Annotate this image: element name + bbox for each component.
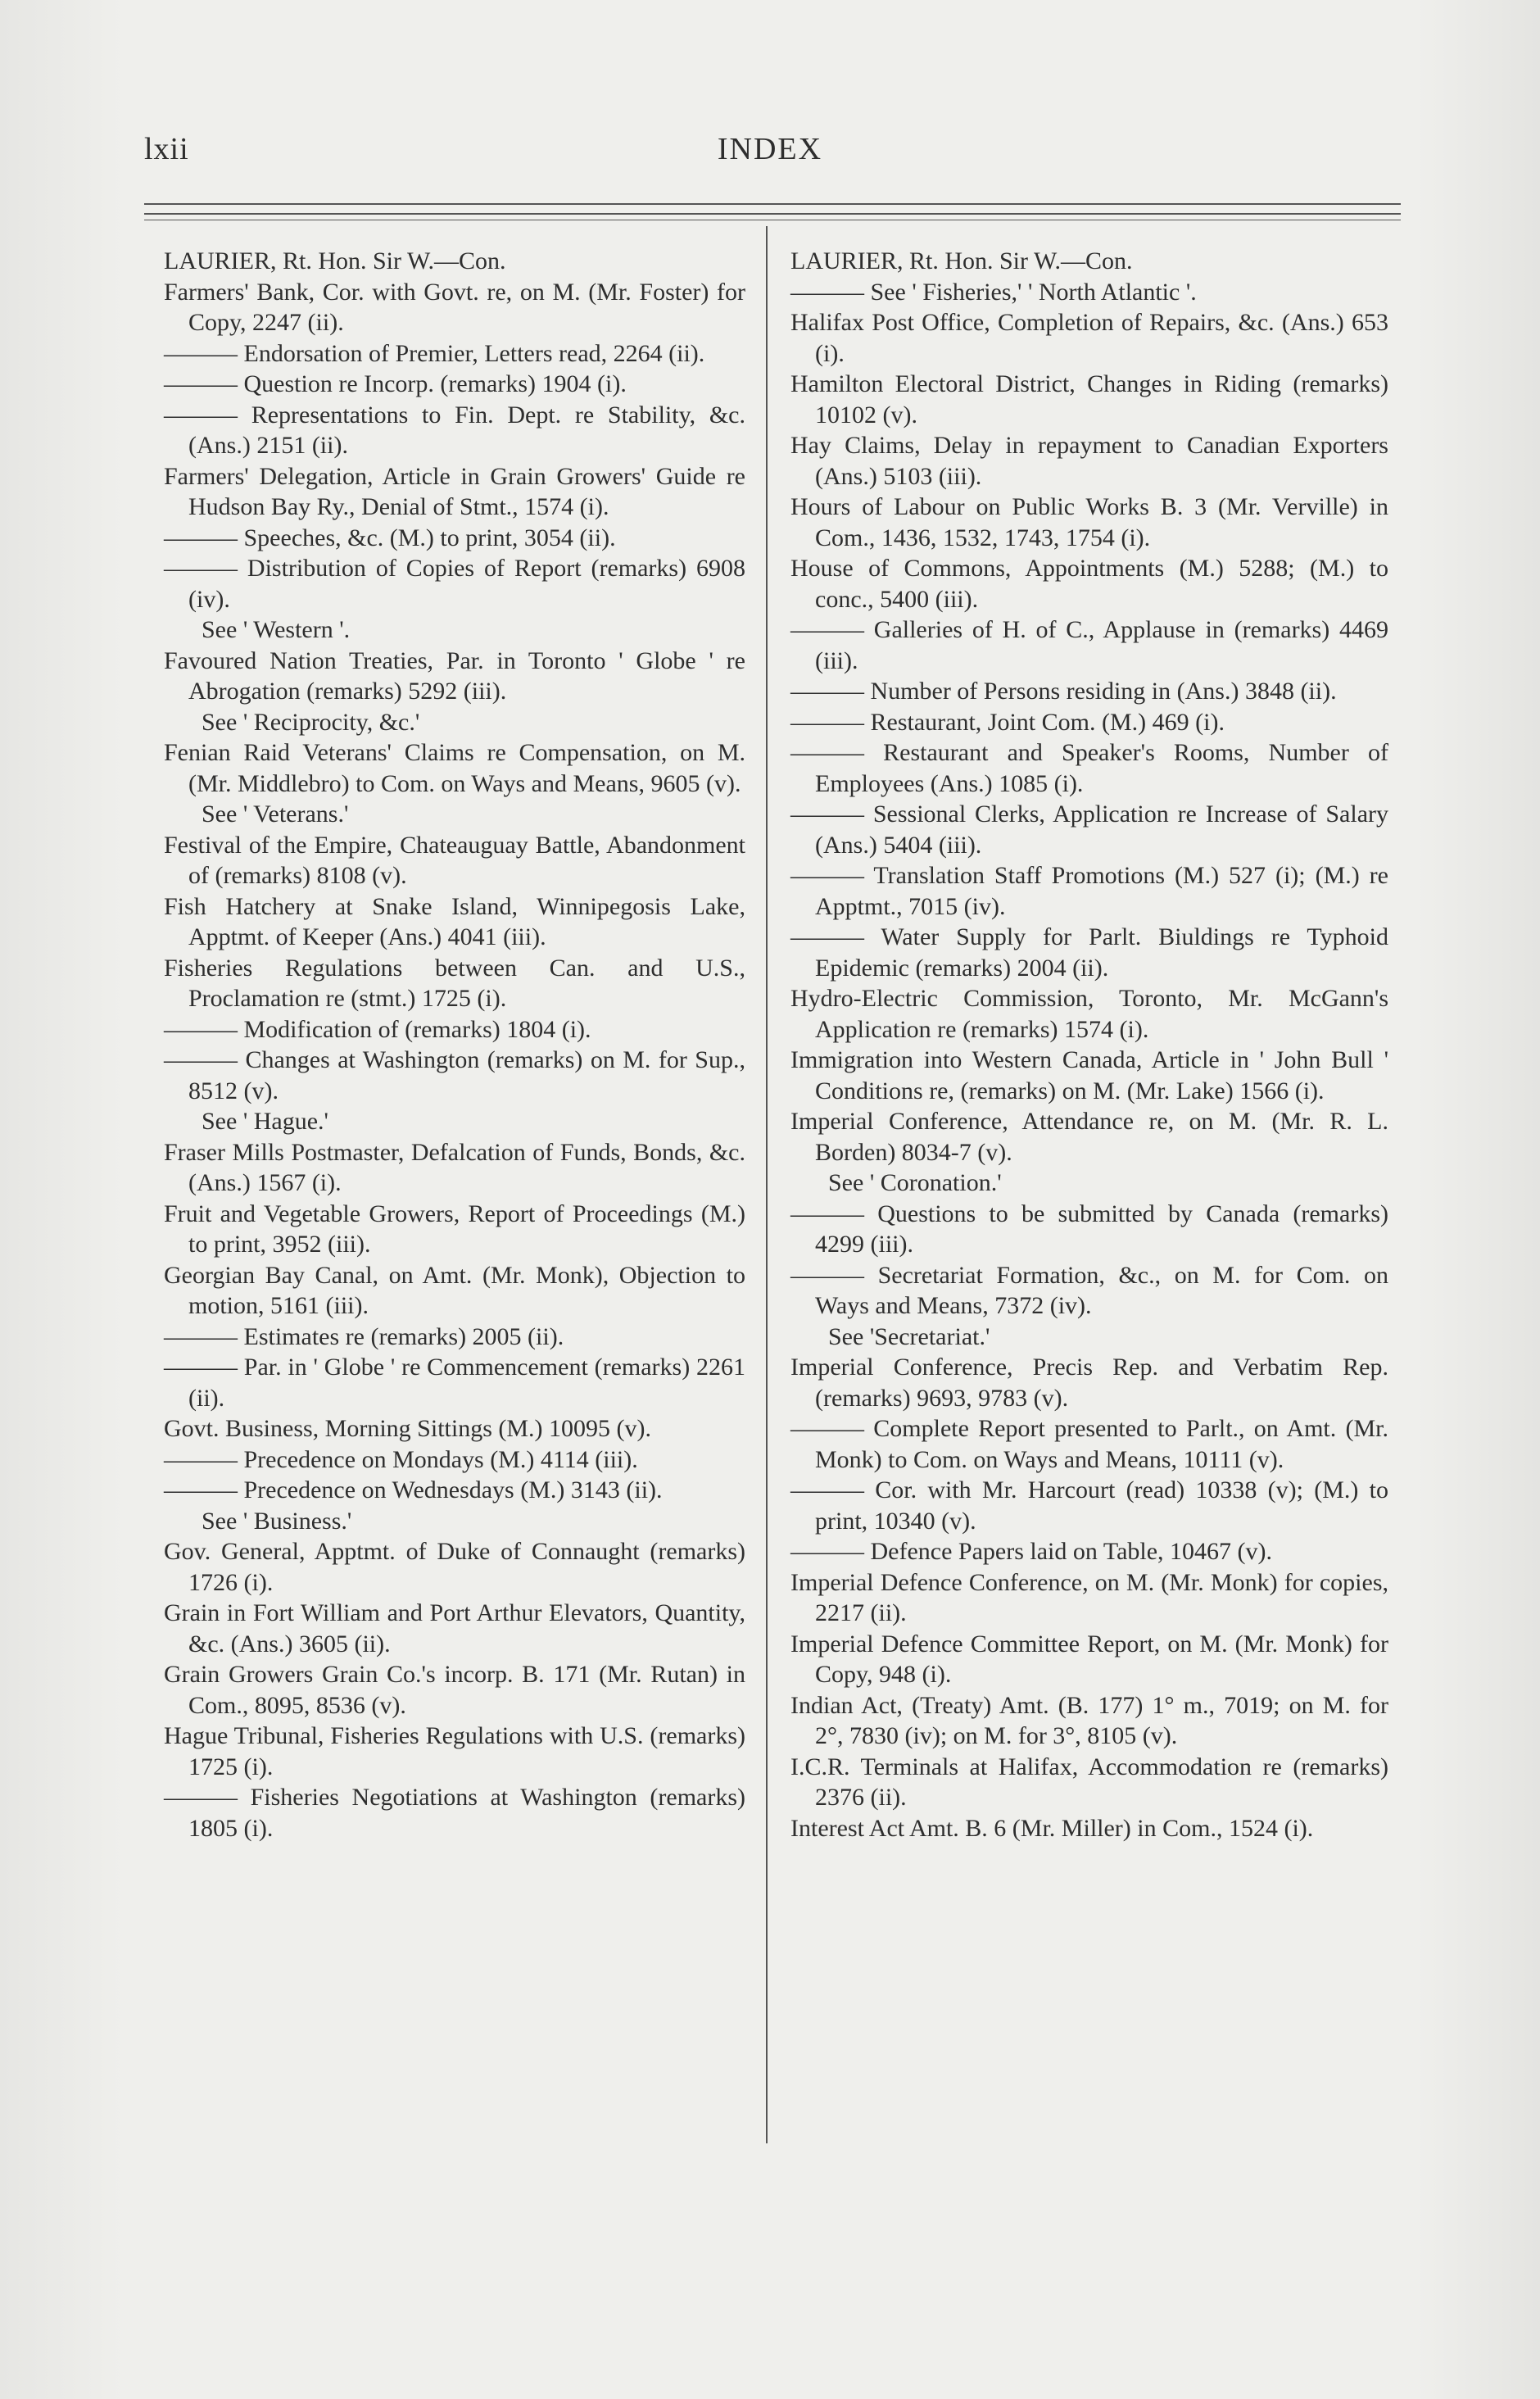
index-entry: Fisheries Regulations between Can. and U.S., Proclamation re (stmt.) 1725 (i). [164, 954, 745, 1012]
index-entry: ——— Secretariat Formation, &c., on M. for Com. on Ways and Means, 7372 (iv). [790, 1261, 1388, 1319]
left-column [164, 246, 745, 1843]
see-reference: See ' Western '. [202, 616, 351, 643]
see-reference: See ' Veterans.' [202, 800, 349, 828]
index-entry: ——— Precedence on Wednesdays (M.) 3143 (ii). [164, 1476, 663, 1503]
index-entry: Halifax Post Office, Completion of Repairs, &c. (Ans.) 653 (i). [790, 309, 1388, 367]
index-entry: ——— Representations to Fin. Dept. re Stability, &c. (Ans.) 2151 (ii). [164, 401, 745, 459]
index-entry: Fenian Raid Veterans' Claims re Compensation, on M. (Mr. Middlebro) to Com. on Ways and Means, 9605 (v). [164, 739, 745, 797]
index-entry: Imperial Conference, Precis Rep. and Verbatim Rep. (remarks) 9693, 9783 (v). [790, 1354, 1388, 1412]
see-reference: See ' Business.' [202, 1507, 352, 1535]
index-entry: ——— Precedence on Mondays (M.) 4114 (iii). [164, 1445, 638, 1473]
index-entry: ——— Translation Staff Promotions (M.) 527 (i); (M.) re Apptmt., 7015 (iv). [790, 862, 1388, 920]
index-entry: Farmers' Bank, Cor. with Govt. re, on M. (Mr. Foster) for Copy, 2247 (ii). [164, 278, 745, 336]
index-entry: ——— Complete Report presented to Parlt., on Amt. (Mr. Monk) to Com. on Ways and Means, 10111 (v). [790, 1415, 1388, 1473]
right-column [790, 246, 1388, 1843]
page-title: INDEX [717, 132, 823, 166]
index-entry: Fraser Mills Postmaster, Defalcation of Funds, Bonds, &c. (Ans.) 1567 (i). [164, 1138, 745, 1196]
index-entry: Imperial Conference, Attendance re, on M. (Mr. R. L. Borden) 8034-7 (v). [790, 1108, 1388, 1166]
header-rule [144, 213, 1401, 215]
index-entry: Hours of Labour on Public Works B. 3 (Mr. Verville) in Com., 1436, 1532, 1743, 1754 (i). [790, 493, 1388, 551]
index-entry: ——— Endorsation of Premier, Letters read, 2264 (ii). [164, 339, 705, 367]
index-entry: Favoured Nation Treaties, Par. in Toronto ' Globe ' re Abrogation (remarks) 5292 (iii). [164, 646, 745, 705]
index-entry: Georgian Bay Canal, on Amt. (Mr. Monk), Objection to motion, 5161 (iii). [164, 1261, 745, 1319]
index-entry: ——— Cor. with Mr. Harcourt (read) 10338 (v); (M.) to print, 10340 (v). [790, 1476, 1388, 1535]
index-entry: ——— Speeches, &c. (M.) to print, 3054 (ii). [164, 524, 616, 551]
index-entry: Hague Tribunal, Fisheries Regulations with U.S. (remarks) 1725 (i). [164, 1722, 745, 1780]
see-reference: See 'Secretariat.' [828, 1322, 990, 1350]
index-entry: Grain in Fort William and Port Arthur Elevators, Quantity, &c. (Ans.) 3605 (ii). [164, 1599, 745, 1658]
index-entry: ——— Questions to be submitted by Canada (remarks) 4299 (iii). [790, 1200, 1388, 1258]
column-divider [766, 226, 768, 2143]
index-entry: Hamilton Electoral District, Changes in Riding (remarks) 10102 (v). [790, 370, 1388, 429]
index-entry: Indian Act, (Treaty) Amt. (B. 177) 1° m., 7019; on M. for 2°, 7830 (iv); on M. for 3°, 8105 (v). [790, 1691, 1388, 1749]
index-entry: Imperial Defence Conference, on M. (Mr. Monk) for copies, 2217 (ii). [790, 1568, 1388, 1626]
index-entry: Immigration into Western Canada, Article in ' John Bull ' Conditions re, (remarks) on M. (Mr. Lake) 1566 (i). [790, 1046, 1388, 1104]
index-entry: ——— Modification of (remarks) 1804 (i). [164, 1015, 591, 1043]
index-entry: ——— Number of Persons residing in (Ans.) 3848 (ii). [790, 678, 1337, 705]
index-entry: House of Commons, Appointments (M.) 5288; (M.) to conc., 5400 (iii). [790, 555, 1388, 613]
index-entry: ——— Estimates re (remarks) 2005 (ii). [164, 1322, 564, 1350]
index-entry: Grain Growers Grain Co.'s incorp. B. 171 (Mr. Rutan) in Com., 8095, 8536 (v). [164, 1661, 745, 1719]
header-rule [144, 203, 1401, 205]
index-entry: ——— Par. in ' Globe ' re Commencement (remarks) 2261 (ii). [164, 1354, 745, 1412]
index-entry: Hydro-Electric Commission, Toronto, Mr. McGann's Application re (remarks) 1574 (i). [790, 985, 1388, 1043]
index-entry: ——— Galleries of H. of C., Applause in (remarks) 4469 (iii). [790, 616, 1388, 674]
page-number: lxii [144, 132, 189, 166]
index-entry: Gov. General, Apptmt. of Duke of Connaught (remarks) 1726 (i). [164, 1538, 745, 1596]
index-entry: ——— Changes at Washington (remarks) on M. for Sup., 8512 (v). [164, 1046, 745, 1104]
index-heading: LAURIER, Rt. Hon. Sir W.—Con. [164, 247, 506, 274]
index-entry: Hay Claims, Delay in repayment to Canadian Exporters (Ans.) 5103 (iii). [790, 432, 1388, 490]
index-heading: LAURIER, Rt. Hon. Sir W.—Con. [790, 247, 1133, 274]
index-entry: Fish Hatchery at Snake Island, Winnipegosis Lake, Apptmt. of Keeper (Ans.) 4041 (iii). [164, 892, 745, 950]
see-reference: See ' Coronation.' [828, 1169, 1002, 1196]
index-entry: Farmers' Delegation, Article in Grain Growers' Guide re Hudson Bay Ry., Denial of Stmt., 1574 (i). [164, 462, 745, 520]
index-entry: ——— Fisheries Negotiations at Washington (remarks) 1805 (i). [164, 1784, 745, 1842]
index-entry: ——— Sessional Clerks, Application re Increase of Salary (Ans.) 5404 (iii). [790, 800, 1388, 859]
index-entry: Interest Act Amt. B. 6 (Mr. Miller) in Com., 1524 (i). [790, 1814, 1314, 1842]
index-entry: ——— Distribution of Copies of Report (remarks) 6908 (iv). [164, 555, 745, 613]
index-entry: ——— Restaurant and Speaker's Rooms, Number of Employees (Ans.) 1085 (i). [790, 739, 1388, 797]
index-entry: ——— Restaurant, Joint Com. (M.) 469 (i). [790, 708, 1225, 736]
index-entry: Fruit and Vegetable Growers, Report of Proceedings (M.) to print, 3952 (iii). [164, 1200, 745, 1258]
index-entry: I.C.R. Terminals at Halifax, Accommodation re (remarks) 2376 (ii). [790, 1753, 1388, 1811]
index-entry: ——— Question re Incorp. (remarks) 1904 (i). [164, 370, 627, 397]
index-entry: ——— See ' Fisheries,' ' North Atlantic '. [790, 278, 1197, 306]
index-entry: ——— Defence Papers laid on Table, 10467 (v). [790, 1538, 1273, 1565]
index-entry: ——— Water Supply for Parlt. Biuldings re Typhoid Epidemic (remarks) 2004 (ii). [790, 923, 1388, 982]
see-reference: See ' Hague.' [202, 1108, 328, 1135]
index-entry: Govt. Business, Morning Sittings (M.) 10095 (v). [164, 1415, 652, 1442]
see-reference: See ' Reciprocity, &c.' [202, 708, 420, 736]
index-entry: Imperial Defence Committee Report, on M. (Mr. Monk) for Copy, 948 (i). [790, 1630, 1388, 1688]
index-entry: Festival of the Empire, Chateauguay Battle, Abandonment of (remarks) 8108 (v). [164, 831, 745, 889]
